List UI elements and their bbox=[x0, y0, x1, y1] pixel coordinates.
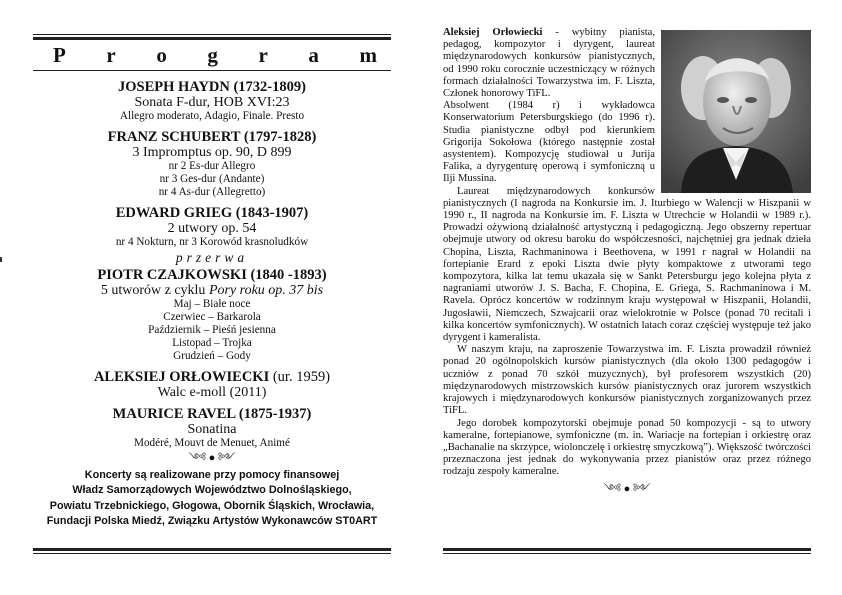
work-title-prefix: 5 utworów z cyklu bbox=[100, 283, 209, 298]
work-detail: Grudzień – Gody bbox=[173, 350, 251, 362]
composer-name: PIOTR CZAJKOWSKI (1840 -1893) bbox=[97, 267, 327, 283]
work-detail: nr 3 Ges-dur (Andante) bbox=[159, 173, 265, 185]
work-title: Sonatina bbox=[187, 422, 237, 437]
composer-name: FRANZ SCHUBERT (1797-1828) bbox=[107, 129, 317, 145]
composer-name-main: ALEKSIEJ ORŁOWIECKI bbox=[93, 369, 270, 385]
composer-dates: (ur. 1959) bbox=[269, 369, 331, 385]
bio-intro-text: - wybitny pianista, pedagog, kompozytor i dyrygent, laureat międzynarodowych konkursów pianistycznych, od 1990 roku corocznie uczestniczący w różnych formach działalności Towarzystwa im. F. Liszta, Członek honorowy TiFL. bbox=[443, 27, 656, 100]
top-rule bbox=[33, 34, 391, 35]
work-detail: nr 4 Nokturn, nr 3 Korowód krasnoludków bbox=[115, 236, 309, 248]
program-panel bbox=[33, 0, 391, 530]
work-title: 2 utwory op. 54 bbox=[167, 221, 257, 236]
bio-name: Aleksiej Orłowiecki bbox=[443, 27, 543, 38]
work-detail: Maj – Białe noce bbox=[173, 298, 251, 310]
bottom-rules bbox=[33, 548, 391, 554]
work-detail: nr 2 Es-dur Allegro bbox=[168, 160, 256, 172]
portrait-photo bbox=[661, 30, 811, 193]
bottom-rule bbox=[443, 553, 811, 554]
top-rule-thick bbox=[33, 37, 391, 40]
title-letter: o bbox=[156, 43, 167, 67]
program-item-schubert bbox=[33, 129, 391, 199]
work-title-italic: Pory roku op. 37 bis bbox=[208, 283, 324, 298]
work-detail: Październik – Pieśń jesienna bbox=[148, 324, 276, 336]
title-letter: r bbox=[258, 43, 268, 67]
sponsors-footer bbox=[33, 468, 391, 530]
program-item-haydn bbox=[33, 79, 391, 123]
title-letter: a bbox=[308, 43, 319, 67]
program-title bbox=[33, 43, 391, 68]
title-letter: P bbox=[53, 43, 66, 67]
work-detail: Listopad – Trojka bbox=[172, 337, 252, 349]
title-letter: r bbox=[106, 43, 116, 67]
title-rule bbox=[33, 70, 391, 71]
work-title: Sonata F-dur, HOB XVI:23 bbox=[134, 95, 290, 110]
work-detail: Allegro moderato, Adagio, Finale. Presto bbox=[119, 110, 305, 122]
ornament-divider: ༺ ● ༻ bbox=[188, 452, 236, 464]
program-list bbox=[33, 79, 391, 465]
composer-name: MAURICE RAVEL (1875-1937) bbox=[112, 406, 312, 422]
title-letter: m bbox=[359, 43, 377, 67]
intermission-label: przerwa bbox=[175, 250, 249, 265]
bio-paragraph: W naszym kraju, na zaproszenie Towarzystwa im. F. Liszta prowadził również ponad 20 ogólnopolskich kursów pianistycznych (dla około 1300 pedagogów i uczniów z ponad 70 szkół muzycznych), był profesorem wszystkich (20) międzynarodowych mistrzowskich kursów pianistycznych oraz jurorem wszystkich krajowych i międzynarodowych konkursów pianistycznych zorganizowanych przez TiFL. bbox=[443, 344, 811, 417]
bio-paragraph: Absolwent (1984 r) i wykładowca Konserwatorium Petersburgskiego (do 1996 r). Studia pianistyczne odbył pod kierunkiem Grigorija Sokołowa (którego następnie został asystentem). Kompozycję studiował u Jurija Falika, a dyrygenturę operową i symfoniczną u Ilji Mussina. bbox=[443, 100, 655, 185]
bottom-rule-thick bbox=[33, 548, 391, 551]
program-item-orlowiecki bbox=[33, 369, 391, 400]
biography-panel bbox=[443, 0, 811, 497]
bio-paragraph: Jego dorobek kompozytorski obejmuje ponad 50 kompozycji - są to utwory kameralne, fortepianowe, symfoniczne (m. in. Wariacje na fortepian i orkiestrę oraz „Bachanalie na skrzypce, wiolonczelę i orkiestrę smyczkową”). Większość twórczości przeznaczona jest jednak do wykonywania przez pianistów oraz przez różnego rodzaju zespoły kameralne. bbox=[443, 417, 811, 478]
footer-line: Władz Samorządowych Województwo Dolnośląskiego, bbox=[72, 484, 352, 497]
work-title: 3 Impromptus op. 90, D 899 bbox=[132, 145, 292, 160]
bottom-rule bbox=[33, 553, 391, 554]
footer-line: Fundacji Polska Miedź, Związku Artystów Wykonawców ST0ART bbox=[46, 515, 378, 528]
bottom-rule-thick bbox=[443, 548, 811, 551]
composer-name bbox=[33, 369, 391, 385]
composer-name: EDWARD GRIEG (1843-1907) bbox=[115, 205, 309, 221]
footer-line: Powiatu Trzebnickiego, Głogowa, Obornik Śląskich, Wrocławia, bbox=[49, 499, 375, 512]
composer-name: JOSEPH HAYDN (1732-1809) bbox=[118, 79, 306, 95]
portrait-photo-graphic bbox=[661, 30, 811, 193]
fold-mark bbox=[0, 257, 2, 262]
program-item-ravel bbox=[33, 406, 391, 450]
bio-paragraph: Laureat międzynarodowych konkursów pianistycznych (I nagroda na Konkursie im. J. Iturbiego w Walencji w Hiszpanii w 1990 r., II nagroda na Konkursie im. F. Liszta w Utrechcie w Holandii w 1989 r.). Prowadzi ożywioną działalność artystyczną i pedagogiczną. Jego obszerny repertuar obejmuje utwory od okresu baroku do współczesności, najchętniej gra jednak dzieła Chopina, Liszta, Rachmaninowa i Beethovena, w 1991 r nagrał w Holandii na fortepianie Erard z epoki Liszta dwie płyty kompaktowe z utworami tego kompozytora, kilka lat temu ukazała się w Sankt Petersburgu jego kolejna płyta z nagraniami utworów J. S. Bacha, F. Chopina, E. Griega, S. Rachmaninowa i M. Ravela. Oprócz koncertów w rodzinnym kraju występował w Hiszpanii, Holandii, Jugosławii, Niemczech, Szwajcarii oraz wielokrotnie w Polsce (ponad 70 recitali i kilka koncertów symfonicznych). W ostatnich latach coraz częściej występuje też jako dyrygent i kameralista. bbox=[443, 185, 811, 344]
title-letter: g bbox=[207, 43, 218, 67]
work-title bbox=[33, 283, 391, 298]
ornament-divider: ༺ ● ༻ bbox=[603, 482, 651, 495]
footer-line: Koncerty są realizowane przy pomocy finansowej bbox=[84, 469, 340, 481]
work-title: Walc e-moll (2011) bbox=[157, 385, 267, 400]
program-item-grieg bbox=[33, 205, 391, 249]
work-detail: nr 4 As-dur (Allegretto) bbox=[158, 186, 266, 198]
work-detail: Czerwiec – Barkarola bbox=[163, 311, 261, 323]
biography-text bbox=[443, 27, 811, 496]
program-item-tchaikovsky bbox=[33, 267, 391, 363]
bottom-rules bbox=[443, 548, 811, 554]
work-detail: Modéré, Mouvt de Menuet, Animé bbox=[134, 437, 290, 449]
